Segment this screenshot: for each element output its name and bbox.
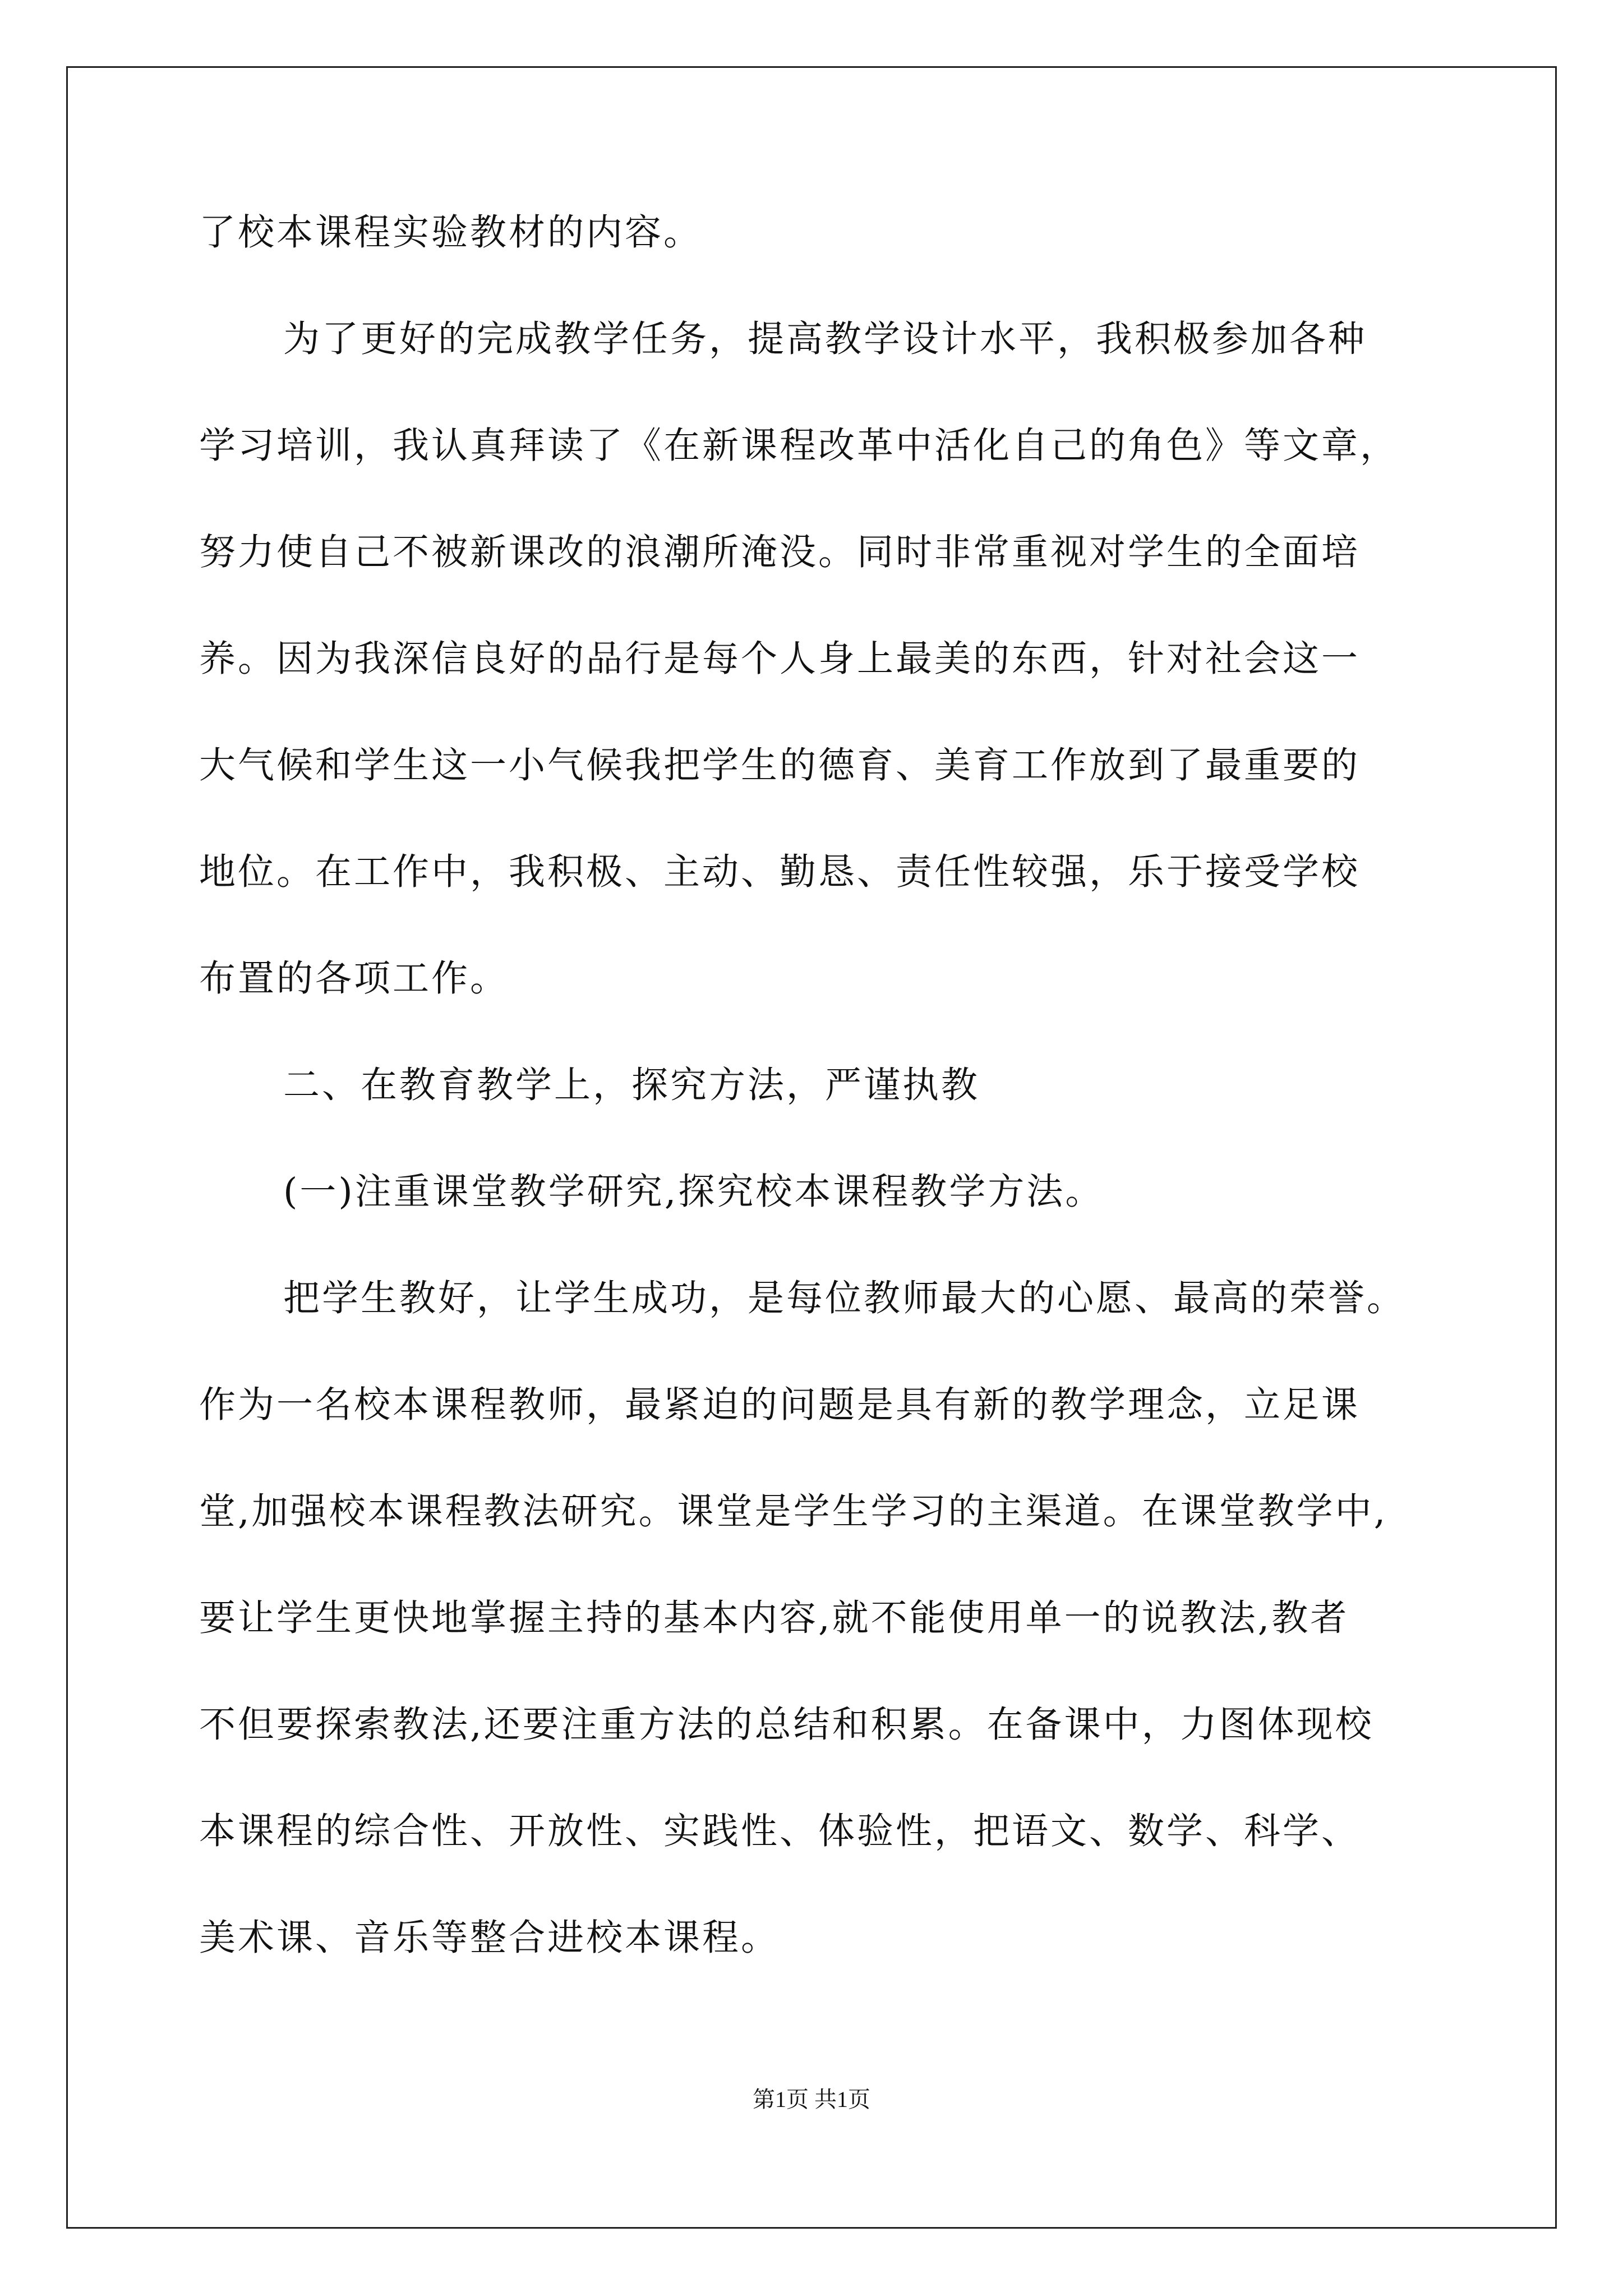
paragraph-line: 作为一名校本课程教师，最紧迫的问题是具有新的教学理念，立足课 [199, 1384, 1361, 1426]
paragraph-line: 大气候和学生这一小气候我把学生的德育、美育工作放到了最重要的 [199, 744, 1361, 786]
paragraph-line: 了校本课程实验教材的内容。 [199, 211, 703, 254]
paragraph-line: 布置的各项工作。 [199, 958, 509, 1000]
paragraph-line: 本课程的综合性、开放性、实践性、体验性，把语文、数学、科学、 [199, 1810, 1361, 1852]
paragraph-line: 地位。在工作中，我积极、主动、勤恳、责任性较强，乐于接受学校 [199, 851, 1361, 893]
paragraph-line: 要让学生更快地掌握主持的基本内容,就不能使用单一的说教法,教者 [199, 1597, 1349, 1639]
subsection-heading: (一)注重课堂教学研究,探究校本课程教学方法。 [283, 1171, 1104, 1213]
paragraph-line: 堂,加强校本课程教法研究。课堂是学生学习的主渠道。在课堂教学中, [199, 1490, 1388, 1533]
paragraph-line: 学习培训，我认真拜读了《在新课程改革中活化自己的角色》等文章， [199, 425, 1399, 467]
paragraph-line: 把学生教好，让学生成功，是每位教师最大的心愿、最高的荣誉。 [283, 1277, 1406, 1319]
section-heading: 二、在教育教学上，探究方法，严谨执教 [283, 1064, 980, 1106]
paragraph-line: 努力使自己不被新课改的浪潮所淹没。同时非常重视对学生的全面培 [199, 531, 1361, 573]
page-number-footer: 第1页 共1页 [753, 2087, 870, 2112]
paragraph-line: 为了更好的完成教学任务，提高教学设计水平，我积极参加各种 [283, 318, 1367, 360]
paragraph-line: 养。因为我深信良好的品行是每个人身上最美的东西，针对社会这一 [199, 638, 1361, 680]
page-border [66, 66, 1557, 2229]
paragraph-line: 不但要探索教法,还要注重方法的总结和积累。在备课中，力图体现校 [199, 1704, 1374, 1746]
paragraph-line: 美术课、音乐等整合进校本课程。 [199, 1917, 780, 1959]
